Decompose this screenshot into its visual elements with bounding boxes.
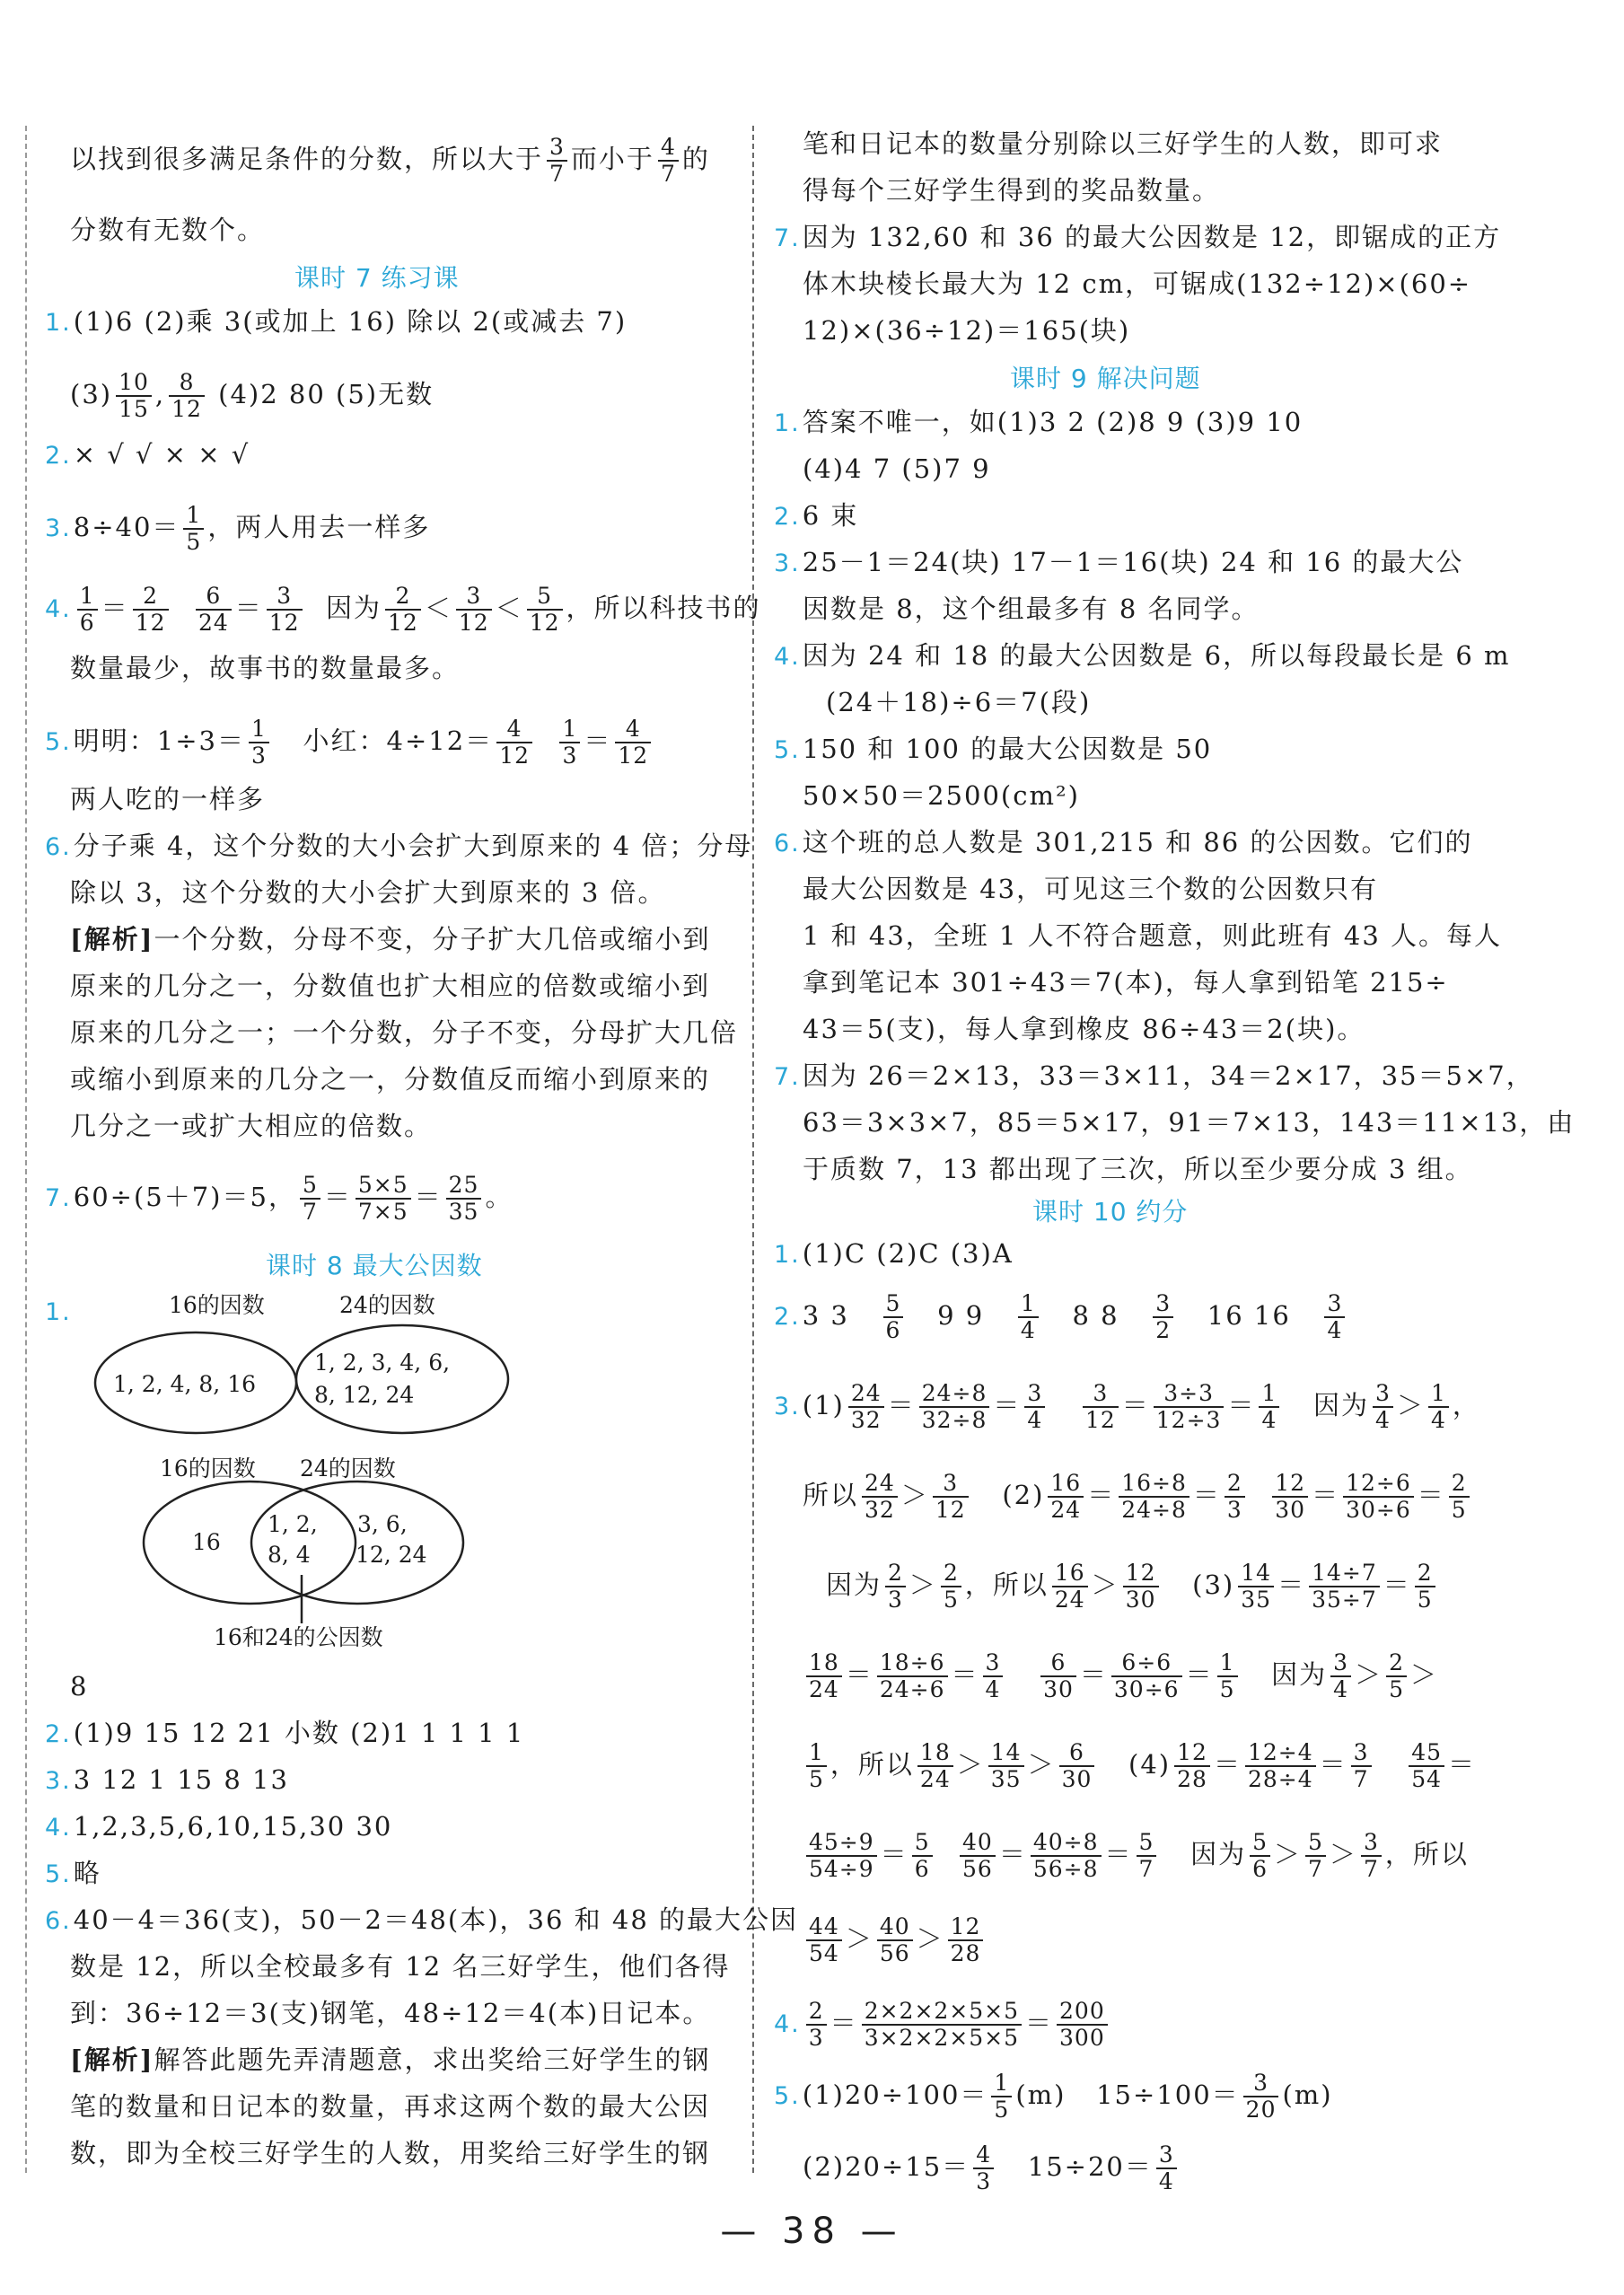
answer-2: 2.× √ √ × × √ (45, 439, 250, 470)
venn2-right-title: 24的因数 (300, 1455, 396, 1482)
answer-8-4: 4.1,2,3,5,6,10,15,30 30 (45, 1811, 393, 1842)
answer-10-3: 3.(1) $\frac{24}{32}$ ＝ $\frac{24\div 8}{32\div 8}$ ＝ $\frac{3}{4}$ $\frac{3}{12}$ ＝ $\frac{3\div 3}{12\div 3}$ ＝ $\frac{1}{4}$ 因为 $\frac{3}{4}$ ＞ $\frac{1}{4}$ ， (774, 1380, 1480, 1433)
answer-8-7: 7.因为 132,60 和 36 的最大公因数是 12，即锯成的正方 (774, 222, 1502, 252)
answer-5: 5.明明：1÷3＝ $\frac{1}{3}$ 小红：4÷12＝ $\frac{4}{12}$ $\frac{1}{3}$ ＝ $\frac{4}{12}$ (45, 717, 654, 769)
answer-9-7: 7.因为 26＝2×13，33＝3×11，34＝2×17，35＝5×7， (774, 1060, 1534, 1091)
column-divider (752, 126, 754, 2173)
answer-9-1-cont: (4)4 7 (5)7 9 (803, 453, 991, 484)
answer-10-3-cont: 所以 $\frac{24}{32}$ ＞ $\frac{3}{12}$ (2) $\frac{16}{24}$ ＝ $\frac{16\div 8}{24\div 8}$ ＝ $\frac{2}{3}$ $\frac{12}{30}$ ＝ $\frac{12\div 6}{30\div 6}$ ＝ $\frac{2}{5}$ (803, 1471, 1473, 1523)
venn1-right-content-a: 1, 2, 3, 4, 6, (314, 1350, 451, 1376)
answer-8-1: 8 (70, 1671, 89, 1701)
answer-9-6-cont: 最大公因数是 43，可见这三个数的公因数只有 (803, 874, 1379, 904)
answer-4: 4. $\frac{1}{6}$ ＝ $\frac{2}{12}$ $\frac{6}{24}$ ＝ $\frac{3}{12}$ 因为 $\frac{2}{12}$ ＜ $\frac{3}{12}$ ＜ $\frac{5}{12}$ ，所以科技书的 (45, 583, 761, 636)
analysis-cont: 或缩小到原来的几分之一，分数值反而缩小到原来的 (70, 1064, 711, 1095)
venn2-right-content-b: 12, 24 (356, 1542, 427, 1568)
venn1-right-ellipse (296, 1325, 508, 1433)
analysis: [解析]一个分数，分母不变，分子扩大几倍或缩小到 (70, 924, 711, 954)
answer-8-5: 5.略 (45, 1858, 101, 1888)
answer-10-3-cont: 因为 $\frac{2}{3}$ ＞ $\frac{2}{5}$ ，所以 $\frac{16}{24}$ ＞ $\frac{12}{30}$ (3) $\frac{14}{35}$ ＝ $\frac{14\div 7}{35\div 7}$ ＝ $\frac{2}{5}$ (826, 1561, 1439, 1613)
answer-9-4-cont: (24＋18)÷6＝7(段) (826, 687, 1092, 717)
continued-analysis: 得每个三好学生得到的奖品数量。 (803, 175, 1221, 206)
page-number: — 38 — (720, 2211, 904, 2252)
analysis-cont: 原来的几分之一；一个分数，分子不变，分母扩大几倍 (70, 1017, 739, 1048)
answer-10-3-cont: $\frac{45\div 9}{54\div 9}$ ＝ $\frac{5}{6}$ $\frac{40}{56}$ ＝ $\frac{40\div 8}{56\div 8}$ ＝ $\frac{5}{7}$ 因为 $\frac{5}{6}$ ＞ $\frac{5}{7}$ ＞ $\frac{3}{7}$ ，所以 (803, 1830, 1469, 1882)
venn2-left-title: 16的因数 (160, 1455, 256, 1482)
answer-8-2: 2.(1)9 15 12 21 小数 (2)1 1 1 1 1 (45, 1718, 525, 1748)
venn2-mid-content-a: 1, 2, (268, 1511, 318, 1537)
answer-9-7-cont: 63＝3×3×7，85＝5×17，91＝7×13，143＝11×13，由 (803, 1107, 1576, 1138)
venn2-right-content-a: 3, 6, (357, 1511, 408, 1537)
answer-9-7-cont: 于质数 7，13 都出现了三次，所以至少要分成 3 组。 (803, 1154, 1473, 1184)
answer-10-3-cont: $\frac{44}{54}$ ＞ $\frac{40}{56}$ ＞ $\frac{12}{28}$ (803, 1914, 987, 1966)
continued-analysis: 笔和日记本的数量分别除以三好学生的人数，即可求 (803, 128, 1444, 159)
venn2-caption: 16和24的公因数 (214, 1624, 383, 1650)
answer-10-3-cont: $\frac{18}{24}$ ＝ $\frac{18\div 6}{24\div 6}$ ＝ $\frac{3}{4}$ $\frac{6}{30}$ ＝ $\frac{6\div 6}{30\div 6}$ ＝ $\frac{1}{5}$ 因为 $\frac{3}{4}$ ＞ $\frac{2}{5}$ ＞ (803, 1650, 1438, 1702)
answer-10-2: 2.3 3 $\frac{5}{6}$ 9 9 $\frac{1}{4}$ 8 8 $\frac{3}{2}$ 16 16 $\frac{3}{4}$ (774, 1291, 1348, 1343)
answer-5-cont: 两人吃的一样多 (70, 784, 266, 814)
answer-6-cont: 除以 3，这个分数的大小会扩大到原来的 3 倍。 (70, 877, 666, 908)
analysis: [解析]解答此题先弄清题意，求出奖给三好学生的钢 (70, 2044, 711, 2075)
venn1-right-title: 24的因数 (339, 1292, 435, 1318)
answer-10-5: 5.(1)20÷100＝ $\frac{1}{5}$ (m) 15÷100＝ $\frac{3}{20}$ (m) (774, 2070, 1333, 2123)
analysis-cont: 原来的几分之一，分数值也扩大相应的倍数或缩小到 (70, 971, 711, 1001)
answer-9-6-cont: 1 和 43，全班 1 人不符合题意，则此班有 43 人。每人 (803, 920, 1503, 951)
section-heading-7: 课时 7 练习课 (294, 263, 460, 293)
answer-8-7-cont: 体木块棱长最大为 12 cm，可锯成(132÷12)×(60÷ (803, 268, 1472, 299)
answer-6: 6.分子乘 4，这个分数的大小会扩大到原来的 4 倍；分母 (45, 831, 753, 861)
section-heading-8: 课时 8 最大公因数 (266, 1251, 483, 1280)
analysis-cont: 数，即为全校三好学生的人数，用奖给三好学生的钢 (70, 2138, 711, 2168)
answer-1: 1.(1)6 (2)乘 3(或加上 16) 除以 2(或减去 7) (45, 306, 628, 337)
answer-8-7-cont: 12)×(36÷12)＝165(块) (803, 315, 1131, 346)
venn1-right-content-b: 8, 12, 24 (314, 1382, 415, 1408)
answer-9-5: 5.150 和 100 的最大公因数是 50 (774, 734, 1213, 764)
venn1-left-content: 1, 2, 4, 8, 16 (113, 1371, 257, 1397)
answer-8-6-cont: 到：36÷12＝3(支)钢笔，48÷12＝4(本)日记本。 (70, 1998, 711, 2028)
answer-10-5-cont: (2)20÷15＝ $\frac{4}{3}$ 15÷20＝ $\frac{3}{4}$ (803, 2142, 1181, 2194)
answer-9-3: 3.25－1＝24(块) 17－1＝16(块) 24 和 16 的最大公 (774, 547, 1464, 577)
section-heading-10: 课时 10 约分 (1032, 1197, 1189, 1227)
venn1-left-title: 16的因数 (169, 1292, 265, 1318)
margin-rule (25, 126, 27, 2173)
answer-4-cont: 数量最少，故事书的数量最多。 (70, 653, 461, 683)
venn-diagrams (61, 1282, 528, 1659)
venn2-left-content: 16 (192, 1529, 221, 1555)
answer-8-6: 6.40－4＝36(支)，50－2＝48(本)，36 和 48 的最大公因 (45, 1904, 798, 1935)
answer-7: 7.60÷(5＋7)＝5， $\frac{5}{7}$ ＝ $\frac{5\times 5}{7\times 5}$ ＝ $\frac{25}{35}$ 。 (45, 1172, 514, 1225)
analysis-cont: 几分之一或扩大相应的倍数。 (70, 1111, 433, 1141)
section-heading-9: 课时 9 解决问题 (1010, 364, 1201, 393)
answer-3: 3.8÷40＝ $\frac{1}{5}$ ，两人用去一样多 (45, 502, 431, 555)
answer-9-6: 6.这个班的总人数是 301,215 和 86 的公因数。它们的 (774, 827, 1473, 857)
venn2-mid-content-b: 8, 4 (268, 1542, 311, 1568)
intro-line: 分数有无数个。 (70, 215, 266, 245)
answer-1-cont: (3) $\frac{10}{15}$ , $\frac{8}{12}$ (4)2 80 (5)无数 (70, 369, 435, 422)
answer-9-2: 2.6 束 (774, 500, 859, 531)
answer-9-6-cont: 拿到笔记本 301÷43＝7(本)，每人拿到铅笔 215÷ (803, 967, 1449, 998)
answer-8-6-cont: 数是 12，所以全校最多有 12 名三好学生，他们各得 (70, 1951, 731, 1982)
answer-9-6-cont: 43＝5(支)，每人拿到橡皮 86÷43＝2(块)。 (803, 1014, 1365, 1044)
answer-10-3-cont: $\frac{1}{5}$ ，所以 $\frac{18}{24}$ ＞ $\frac{14}{35}$ ＞ $\frac{6}{30}$ (4) $\frac{12}{28}$ ＝ $\frac{12\div 4}{28\div 4}$ ＝ $\frac{3}{7}$ $\frac{45}{54}$ ＝ (803, 1740, 1476, 1792)
answer-9-5-cont: 50×50＝2500(cm²) (803, 780, 1080, 811)
analysis-cont: 笔的数量和日记本的数量，再求这两个数的最大公因 (70, 2091, 711, 2122)
answer-10-4: 4. $\frac{2}{3}$ ＝ $\frac{2\times 2\times 2\times 5\times 5}{3\times 2\times 2\times 5\times 5}$ ＝ $\frac{200}{300}$ (774, 1999, 1111, 2051)
venn2-left-ellipse (144, 1482, 356, 1604)
answer-9-3-cont: 因数是 8，这个组最多有 8 名同学。 (803, 594, 1260, 624)
intro-line: 以找到很多满足条件的分数，所以大于 $\frac{3}{7}$ 而小于 $\frac{4}{7}$ 的 (70, 134, 710, 187)
answer-8-1-label: 1. (45, 1298, 72, 1326)
answer-9-4: 4.因为 24 和 18 的最大公因数是 6，所以每段最长是 6 m (774, 640, 1511, 671)
answer-10-1: 1.(1)C (2)C (3)A (774, 1238, 1014, 1269)
answer-9-1: 1.答案不唯一，如(1)3 2 (2)8 9 (3)9 10 (774, 407, 1304, 437)
answer-8-3: 3.3 12 1 15 8 13 (45, 1764, 289, 1795)
